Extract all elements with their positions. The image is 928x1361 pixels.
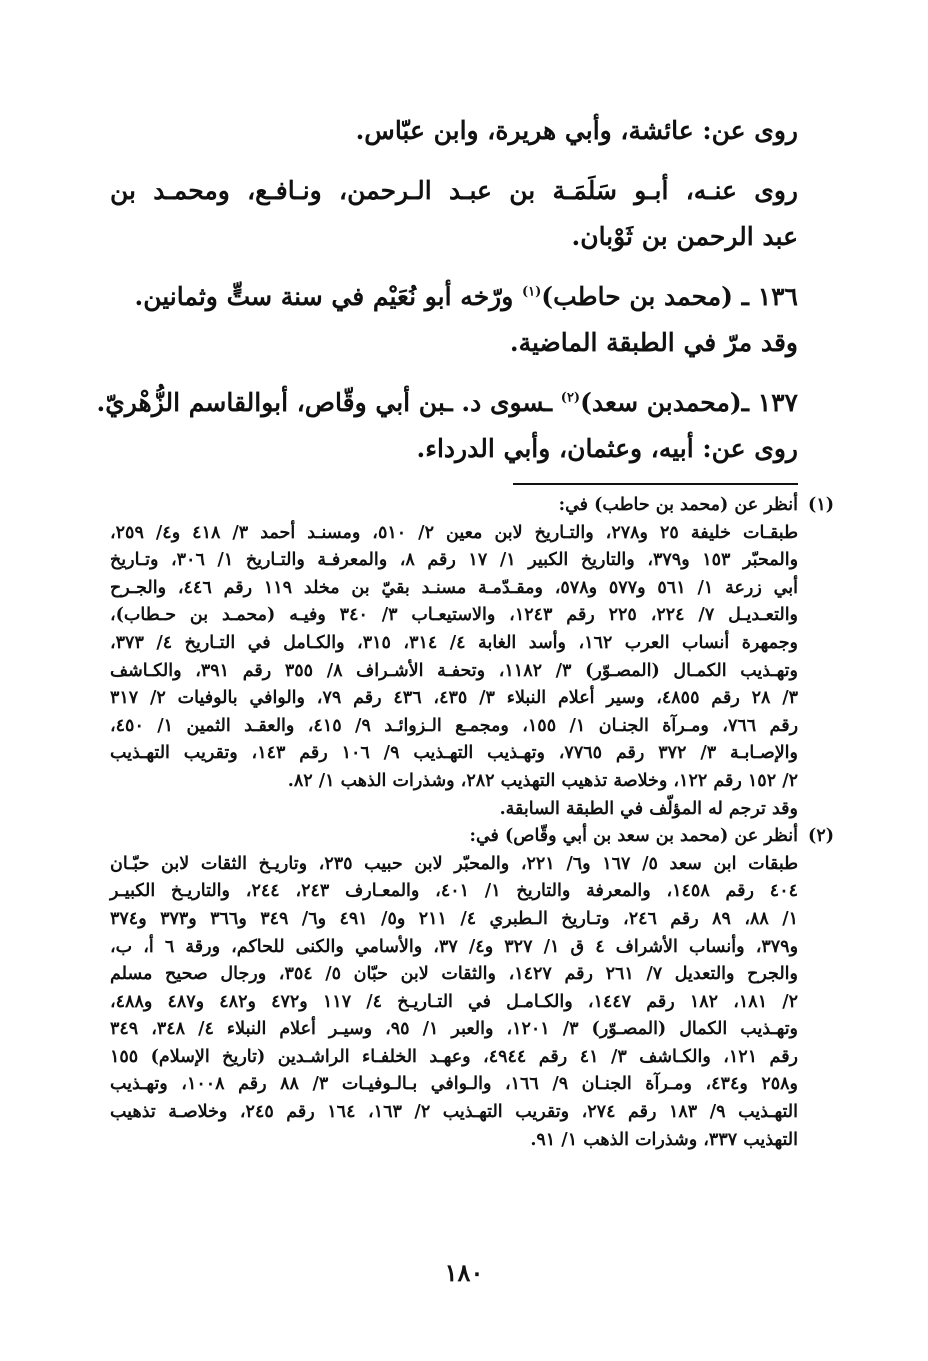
footnote-line: التهـذيب ٩/ ١٨٣ رقم ٢٧٤، وتقريب التهـذيب ٢/ ١٦٣، ١٦٤ رقم ٢٤٥، وخلاصـة تذهيب <box>110 1102 798 1123</box>
footnote-line: و٣٧٩، وأنساب الأشراف ٤ ق ١/ ٣٢٧ و٤/ ٣٧، والأسامي والكنى للحاكم، ورقة ٦ أ، ب، <box>110 936 799 957</box>
page-number: ١٨٠ <box>444 1258 484 1287</box>
entry-137-name: ١٣٧ ـ(محمدبن سعد) <box>580 388 798 417</box>
entry-136-name: ١٣٦ ـ (محمد بن حاطب) <box>541 282 798 311</box>
footnote-line: أبي زرعة ١/ ٥٦١ و٥٧٧ و٥٧٨، ومقـدّمـة مسنـد بقيّ بن مخلد ١١٩ رقم ٤٤٦، والجـرح <box>110 577 799 598</box>
footnote-line: ٣/ ٢٨ رقم ٤٨٥٥، وسير أعلام النبلاء ٣/ ٤٣٥، ٤٣٦ رقم ٧٩، والوافي بالوفيات ٢/ ٣١٧ <box>110 688 799 709</box>
footnote-2-mark: (٢) <box>808 826 834 847</box>
footnote-1-heading <box>110 492 834 520</box>
footnote-1-mark: (١) <box>808 495 834 515</box>
footnote-2-title: أنظر عن (محمد بن سعد بن أبي وقّاص) في: <box>469 826 798 847</box>
entry-137-line: روى عن: أبيه، وعثمان، وأبي الدرداء. <box>416 434 798 463</box>
footnote-line: طبقـات خليفة ٢٥ و٢٧٨، والتـاريخ لابن معين ٢/ ٥١٠، ومسنـد أحمد ٣/ ٤١٨ و٤/ ٢٥٩، <box>110 522 799 543</box>
footnote-line: وتهـذيب الكمال (المصـوّر) ٣/ ١٢٠١، والعبر ١/ ٩٥، وسيـر أعلام النبلاء ٤/ ٣٤٨، ٣٤٩ <box>110 1019 799 1040</box>
main-text <box>96 108 798 472</box>
entry-136-text: ورّخه أبو نُعَيْم في سنة ستٍّ وثمانين. <box>134 282 522 311</box>
footnotes <box>110 492 834 1154</box>
footnote-line: و٢٥٨ و٤٣٤، ومـرآة الجنـان ٩/ ١٦٦، والـوافي بـالـوفيـات ٣/ ٨٨ رقم ١٠٠٨، وتهـذيب <box>110 1074 798 1095</box>
footnote-ref-2[interactable]: (٢) <box>560 390 581 406</box>
footnote-line: رقم ١٢١، والكـاشف ٣/ ٤١ رقم ٤٩٤٤، وعهـد الخلفـاء الراشـدين (تاريخ الإسلام) ١٥٥ <box>110 1046 799 1067</box>
narration-line: روى عنـه، أبـو سَلَمَـة بن عبـد الـرحمن، ونـافـع، ومحمـد بن <box>110 176 798 205</box>
narration-line: روى عن: عائشة، وأبي هريرة، وابن عبّاس. <box>355 116 798 145</box>
footnote-ref-1[interactable]: (١) <box>522 284 542 300</box>
footnote-line: والتعـديـل ٧/ ٢٢٤، ٢٢٥ رقم ١٢٤٣، والاستيعـاب ٣/ ٣٤٠ وفيـه (محمـد بن حـطاب)، <box>110 605 799 626</box>
footnote-line: والجرح والتعديل ٧/ ٢٦١ رقم ١٤٢٧، والثقات لابن حبّان ٥/ ٣٥٤، ورجال صحيح مسلم <box>110 964 798 985</box>
entry-137-text: ـسوى د. ـبن أبي وقّاص، أبوالقاسم الزُّهْريّ. <box>96 388 561 417</box>
footnote-2-heading <box>110 823 834 851</box>
footnote-line: ٤٠٤ رقم ١٤٥٨، والمعرفة والتاريخ ١/ ٤٠١، والمعـارف ٢٤٣، ٢٤٤، والتاريـخ الكبيـر <box>110 881 798 902</box>
footnote-line: وجمهرة أنساب العرب ١٦٢، وأسد الغابة ٤/ ٣١٤، ٣١٥، والكـامل في التـاريخ ٤/ ٣٧٣، <box>110 632 798 653</box>
footnote-separator <box>513 483 798 485</box>
entry-136-heading <box>110 274 798 320</box>
narration-line: عبد الرحمن بن ثَوْبان. <box>571 222 798 251</box>
footnote-1-title: أنظر عن (محمد بن حاطب) في: <box>558 495 798 515</box>
footnote-line: وقد ترجم له المؤلّف في الطبقة السابقة. <box>499 798 798 819</box>
footnote-line: التهذيب ٣٣٧، وشذرات الذهب ١/ ٩١. <box>530 1129 798 1150</box>
footnote-line: وتهـذيب الكمـال (المصـوّر) ٣/ ١١٨٢، وتحفـة الأشـراف ٨/ ٣٥٥ رقم ٣٩١، والكـاشف <box>110 660 798 681</box>
footnote-line: ١/ ٨٨، ٨٩ رقم ٢٤٦، وتـاريخ الـطبري ٤/ ٢١١ و٥/ ٤٩١ و٦/ ٣٤٩ و٣٦٦ و٣٧٣ و٣٧٤ <box>110 908 799 929</box>
footnote-line: ٢/ ١٥٢ رقم ١٢٢، وخلاصة تذهيب التهذيب ٢٨٢، وشذرات الذهب ١/ ٨٢. <box>287 770 798 791</box>
entry-137-heading <box>96 380 798 426</box>
footnote-line: طبقات ابن سعد ٥/ ١٦٧ و٦/ ٢٢١، والمحبّر لابن حبيب ٢٣٥، وتاريـخ الثقات لابن حبّـان <box>110 853 799 874</box>
footnote-line: والمحبّر ١٥٣ و٣٧٩، والتاريخ الكبير ١/ ١٧ رقم ٨، والمعرفـة والتـاريخ ١/ ٣٠٦، وتـاريخ <box>110 550 799 571</box>
entry-136-line: وقد مرّ في الطبقة الماضية. <box>509 328 798 357</box>
footnote-line: والإصـابـة ٣/ ٣٧٢ رقم ٧٧٦٥، وتهـذيب التهـذيب ٩/ ١٠٦ رقم ١٤٣، وتقريب التهـذيب <box>110 743 798 764</box>
footnote-line: ٢/ ١٨١، ١٨٢ رقم ١٤٤٧، والكـامـل في التـاريـخ ٤/ ١١٧ و٤٧٢ و٤٨٢ و٤٨٧ و٤٨٨، <box>110 991 799 1012</box>
footnote-line: رقم ٧٦٦، ومـرآة الجنـان ١/ ١٥٥، ومجمـع الـزوائـد ٩/ ٤١٥، والعقـد الثمين ١/ ٤٥٠، <box>110 715 799 736</box>
